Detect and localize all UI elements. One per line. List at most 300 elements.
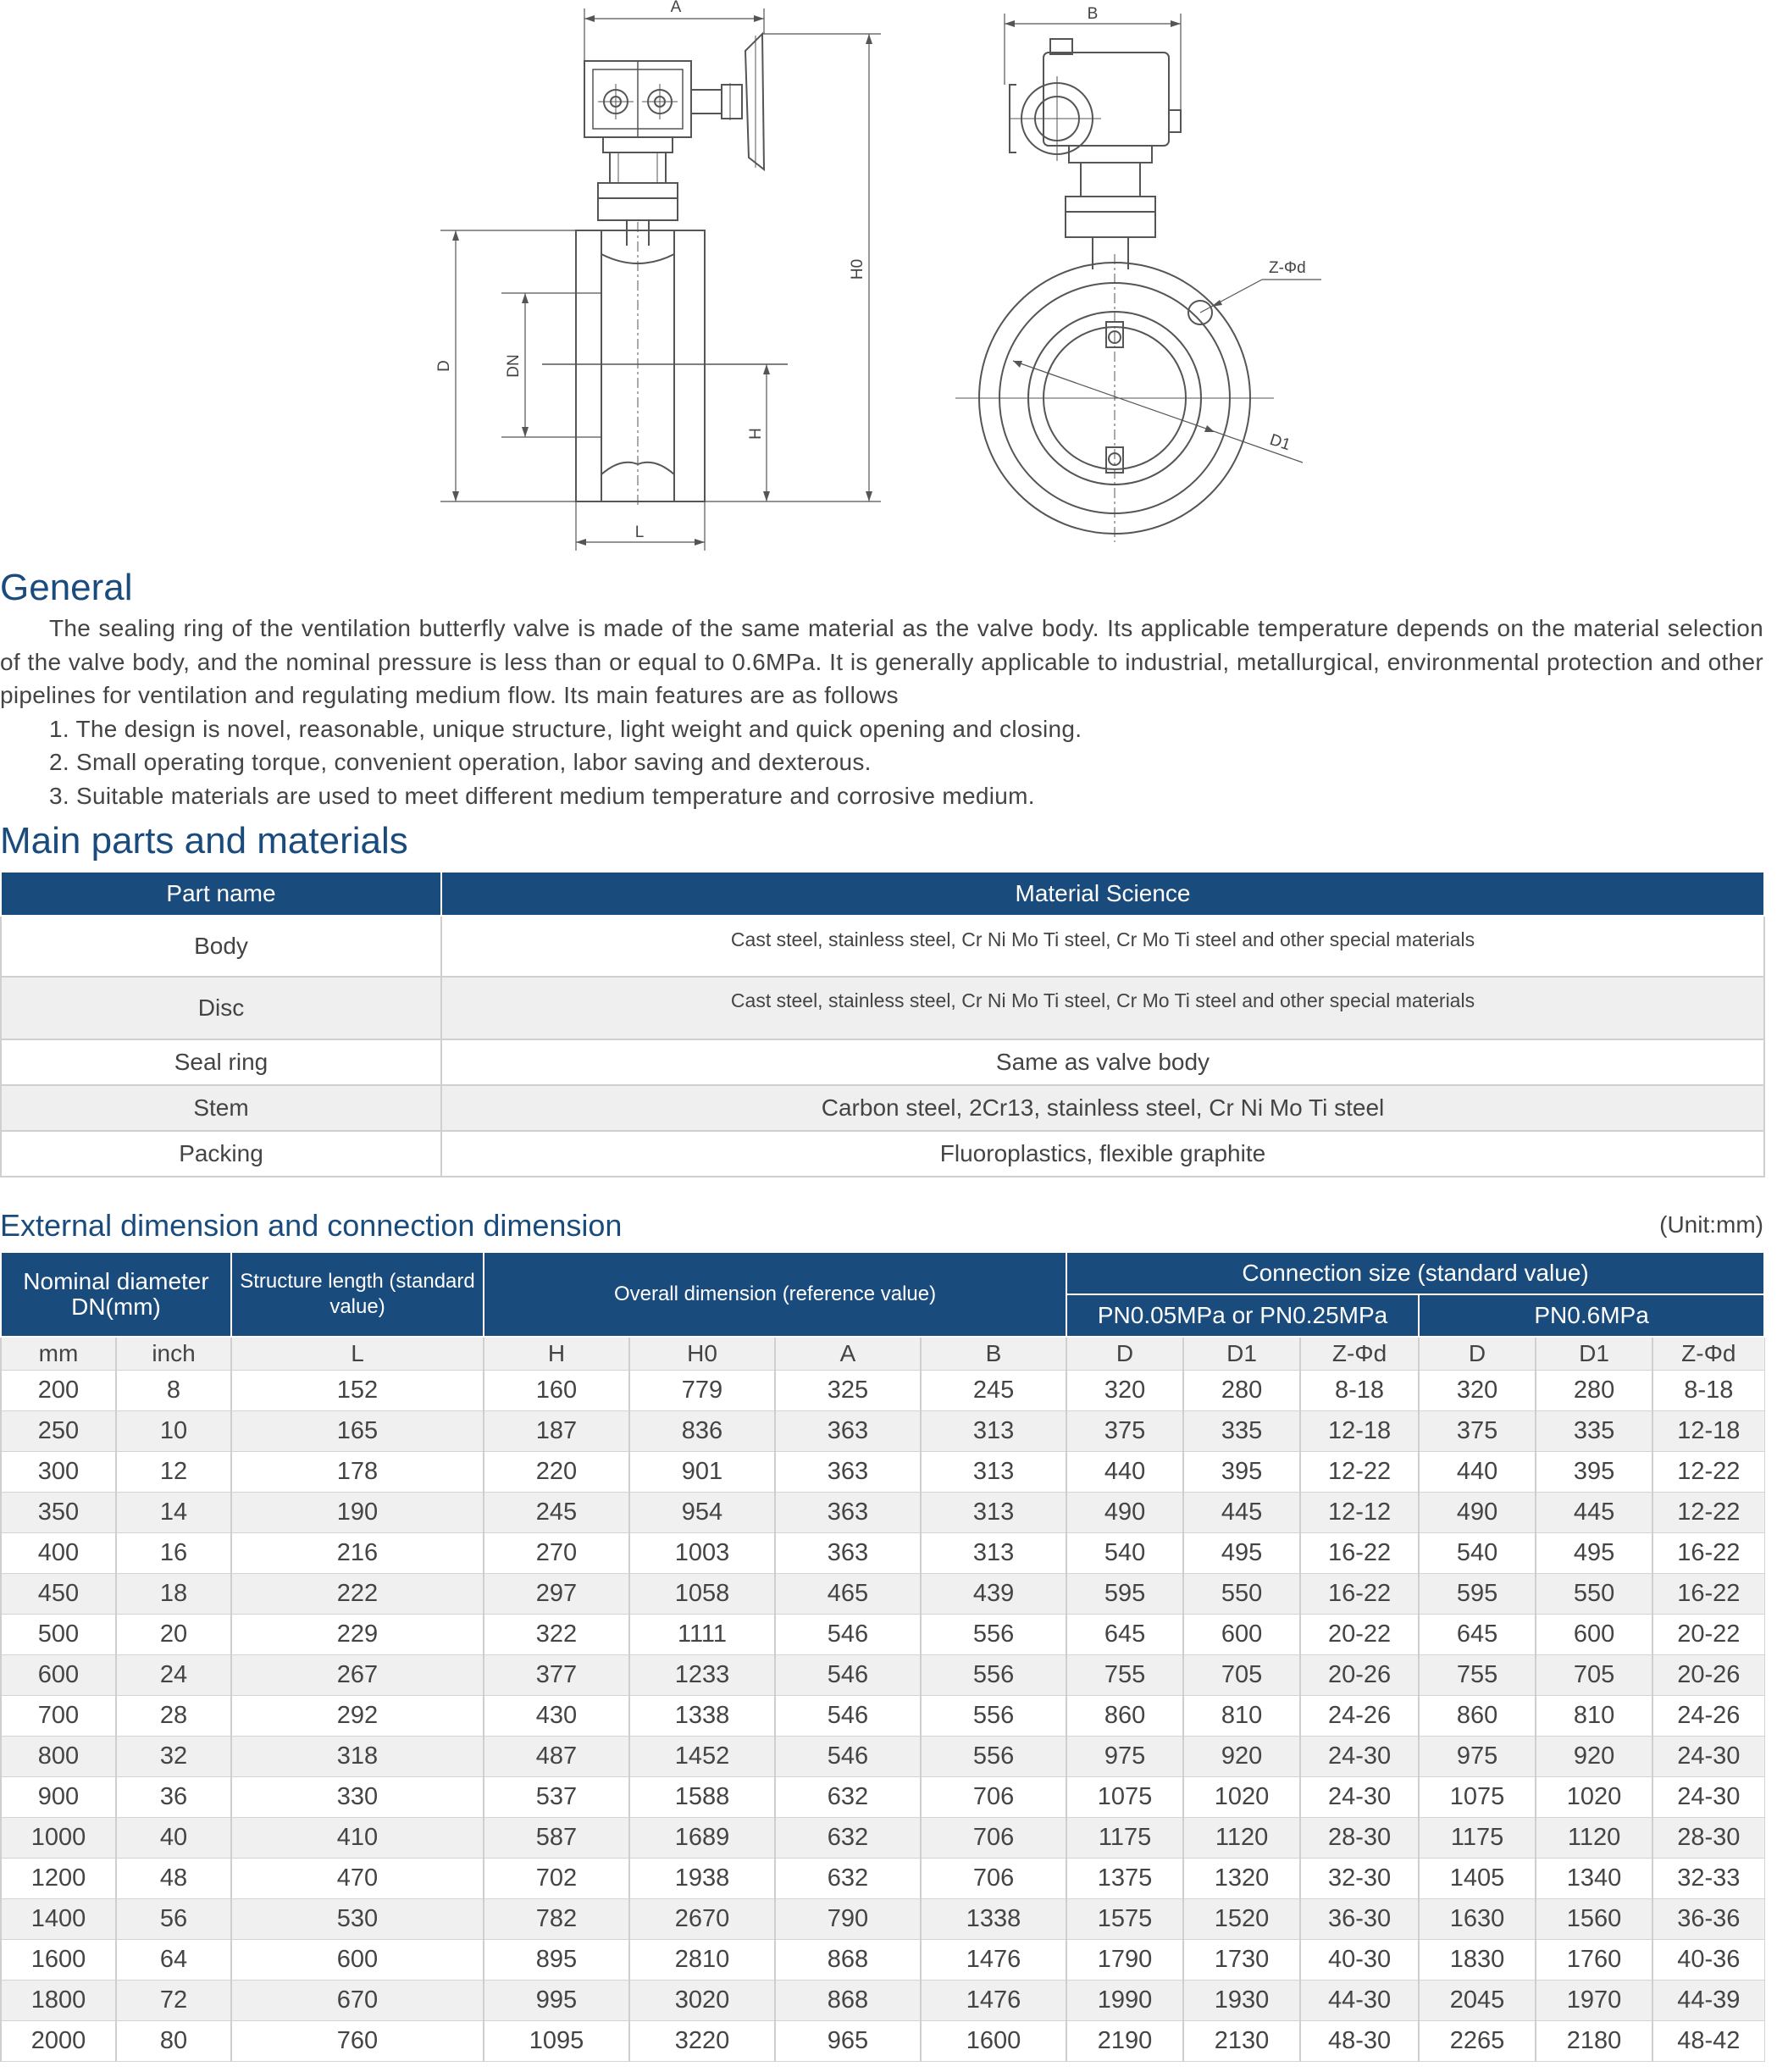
cell-mm: 200 — [1, 1371, 116, 1411]
cell-h: 430 — [484, 1696, 629, 1737]
cell-d: 755 — [1066, 1655, 1183, 1696]
subheader-d: D — [1066, 1337, 1183, 1371]
cell-h0: 1452 — [629, 1737, 775, 1777]
cell-a: 325 — [775, 1371, 921, 1411]
cell-z-phi-d: 48-30 — [1300, 2021, 1419, 2062]
cell-d1: 495 — [1183, 1533, 1300, 1574]
table-row — [1, 1039, 1764, 1085]
front-view-arrows — [1005, 20, 1222, 432]
cell-h0: 1689 — [629, 1818, 775, 1859]
cell-mm: 700 — [1, 1696, 116, 1737]
cell-l: 292 — [231, 1696, 484, 1737]
feature-item: 2. Small operating torque, convenient operation, labor saving and dexterous. — [49, 749, 872, 775]
cell-a: 632 — [775, 1777, 921, 1818]
cell-d1-pn06: 1340 — [1536, 1859, 1652, 1899]
table-row — [1, 1371, 1764, 1411]
cell-h0: 1111 — [629, 1615, 775, 1655]
subheader-row — [1, 1337, 1764, 1371]
cell-l: 165 — [231, 1411, 484, 1452]
cell-a: 965 — [775, 2021, 921, 2062]
cell-mm: 450 — [1, 1574, 116, 1615]
cell-d-pn06: 440 — [1419, 1452, 1536, 1493]
cell-a: 868 — [775, 1981, 921, 2021]
cell-b: 706 — [921, 1818, 1066, 1859]
dimensions-heading: External dimension and connection dimension — [0, 1208, 623, 1243]
cell-b: 556 — [921, 1655, 1066, 1696]
cell-z-phi-d-pn06: 24-26 — [1652, 1696, 1764, 1737]
cell-z-phi-d-pn06: 8-18 — [1652, 1371, 1764, 1411]
cell-l: 318 — [231, 1737, 484, 1777]
subheader-h0: H0 — [629, 1337, 775, 1371]
part-name-cell: Packing — [1, 1131, 441, 1177]
cell-l: 760 — [231, 2021, 484, 2062]
cell-a: 363 — [775, 1533, 921, 1574]
cell-z-phi-d: 16-22 — [1300, 1574, 1419, 1615]
material-cell: Fluoroplastics, flexible graphite — [441, 1131, 1764, 1177]
cell-h: 587 — [484, 1818, 629, 1859]
table-row — [1, 1493, 1764, 1533]
cell-h: 895 — [484, 1940, 629, 1981]
table-row — [1, 1411, 1764, 1452]
cell-h0: 3020 — [629, 1981, 775, 2021]
cell-b: 556 — [921, 1696, 1066, 1737]
valve-drawings — [0, 0, 1777, 563]
table-row — [1, 1452, 1764, 1493]
cell-mm: 2000 — [1, 2021, 116, 2062]
cell-inch: 12 — [116, 1452, 231, 1493]
cell-inch: 72 — [116, 1981, 231, 2021]
table-row — [1, 1574, 1764, 1615]
dim-label-h0: H0 — [849, 258, 866, 280]
cell-d: 2190 — [1066, 2021, 1183, 2062]
cell-d: 1075 — [1066, 1777, 1183, 1818]
cell-mm: 1400 — [1, 1899, 116, 1940]
cell-h0: 2810 — [629, 1940, 775, 1981]
dim-label-b: B — [1087, 5, 1099, 23]
material-cell: Cast steel, stainless steel, Cr Ni Mo Ti steel, Cr Mo Ti steel and other special materials — [441, 916, 1764, 977]
cell-z-phi-d: 12-18 — [1300, 1411, 1419, 1452]
cell-a: 363 — [775, 1493, 921, 1533]
cell-d-pn06: 860 — [1419, 1696, 1536, 1737]
cell-z-phi-d: 44-30 — [1300, 1981, 1419, 2021]
cell-d-pn06: 1830 — [1419, 1940, 1536, 1981]
cell-b: 706 — [921, 1859, 1066, 1899]
cell-z-phi-d: 16-22 — [1300, 1533, 1419, 1574]
table-row — [1, 1940, 1764, 1981]
cell-b: 556 — [921, 1615, 1066, 1655]
cell-d-pn06: 1075 — [1419, 1777, 1536, 1818]
cell-l: 190 — [231, 1493, 484, 1533]
cell-mm: 900 — [1, 1777, 116, 1818]
cell-h: 1095 — [484, 2021, 629, 2062]
cell-mm: 600 — [1, 1655, 116, 1696]
subheader-mm: mm — [1, 1337, 116, 1371]
part-name-cell: Seal ring — [1, 1039, 441, 1085]
cell-d1: 445 — [1183, 1493, 1300, 1533]
cell-mm: 500 — [1, 1615, 116, 1655]
cell-h0: 1058 — [629, 1574, 775, 1615]
cell-h: 377 — [484, 1655, 629, 1696]
cell-d1: 395 — [1183, 1452, 1300, 1493]
cell-d: 975 — [1066, 1737, 1183, 1777]
table-row — [1, 1085, 1764, 1131]
cell-inch: 64 — [116, 1940, 231, 1981]
parts-heading: Main parts and materials — [0, 820, 408, 861]
cell-d-pn06: 1405 — [1419, 1859, 1536, 1899]
cell-b: 313 — [921, 1533, 1066, 1574]
cell-a: 363 — [775, 1411, 921, 1452]
cell-d1-pn06: 1760 — [1536, 1940, 1652, 1981]
cell-d: 440 — [1066, 1452, 1183, 1493]
cell-inch: 32 — [116, 1737, 231, 1777]
table-row — [1, 1981, 1764, 2021]
cell-h0: 1588 — [629, 1777, 775, 1818]
cell-d1: 600 — [1183, 1615, 1300, 1655]
cell-b: 245 — [921, 1371, 1066, 1411]
cell-z-phi-d-pn06: 44-39 — [1652, 1981, 1764, 2021]
header-connection-size: Connection size (standard value) — [1066, 1252, 1764, 1294]
cell-h0: 836 — [629, 1411, 775, 1452]
cell-d1-pn06: 1120 — [1536, 1818, 1652, 1859]
cell-h: 995 — [484, 1981, 629, 2021]
material-cell: Carbon steel, 2Cr13, stainless steel, Cr Ni Mo Ti steel — [441, 1085, 1764, 1131]
material-cell: Cast steel, stainless steel, Cr Ni Mo Ti steel, Cr Mo Ti steel and other special materials — [441, 977, 1764, 1039]
column-header-material: Material Science — [441, 872, 1764, 916]
cell-d1: 1930 — [1183, 1981, 1300, 2021]
cell-d: 320 — [1066, 1371, 1183, 1411]
cell-d-pn06: 1630 — [1419, 1899, 1536, 1940]
cell-d: 490 — [1066, 1493, 1183, 1533]
cell-inch: 56 — [116, 1899, 231, 1940]
feature-list — [0, 712, 1763, 813]
header-pn-low: PN0.05MPa or PN0.25MPa — [1066, 1294, 1419, 1337]
cell-d1: 1730 — [1183, 1940, 1300, 1981]
cell-h0: 1003 — [629, 1533, 775, 1574]
subheader-inch: inch — [116, 1337, 231, 1371]
cell-d1-pn06: 445 — [1536, 1493, 1652, 1533]
cell-a: 546 — [775, 1615, 921, 1655]
cell-inch: 20 — [116, 1615, 231, 1655]
cell-b: 313 — [921, 1493, 1066, 1533]
table-row — [1, 1533, 1764, 1574]
header-overall-dimension: Overall dimension (reference value) — [484, 1252, 1066, 1337]
cell-z-phi-d-pn06: 36-36 — [1652, 1899, 1764, 1940]
cell-z-phi-d: 28-30 — [1300, 1818, 1419, 1859]
cell-d1-pn06: 1970 — [1536, 1981, 1652, 2021]
table-row — [1, 1131, 1764, 1177]
cell-l: 670 — [231, 1981, 484, 2021]
table-row — [1, 1859, 1764, 1899]
cell-inch: 16 — [116, 1533, 231, 1574]
cell-h: 487 — [484, 1737, 629, 1777]
cell-z-phi-d: 24-30 — [1300, 1737, 1419, 1777]
subheader-d-pn06: D — [1419, 1337, 1536, 1371]
cell-a: 546 — [775, 1696, 921, 1737]
cell-inch: 28 — [116, 1696, 231, 1737]
cell-a: 632 — [775, 1818, 921, 1859]
cell-d1-pn06: 600 — [1536, 1615, 1652, 1655]
cell-d-pn06: 540 — [1419, 1533, 1536, 1574]
dim-label-a: A — [670, 0, 682, 16]
cell-d1: 1320 — [1183, 1859, 1300, 1899]
cell-h: 160 — [484, 1371, 629, 1411]
cell-b: 313 — [921, 1452, 1066, 1493]
cell-h: 245 — [484, 1493, 629, 1533]
cell-h0: 901 — [629, 1452, 775, 1493]
cell-mm: 350 — [1, 1493, 116, 1533]
cell-l: 530 — [231, 1899, 484, 1940]
cell-d: 1175 — [1066, 1818, 1183, 1859]
cell-h0: 779 — [629, 1371, 775, 1411]
dim-label-d: D — [435, 360, 453, 372]
subheader-h: H — [484, 1337, 629, 1371]
front-view-drawing — [955, 39, 1274, 542]
dim-label-z-phi-d: Z-Φd — [1269, 259, 1306, 277]
material-cell: Same as valve body — [441, 1039, 1764, 1085]
cell-d1: 550 — [1183, 1574, 1300, 1615]
column-header-part-name: Part name — [1, 872, 441, 916]
cell-z-phi-d: 40-30 — [1300, 1940, 1419, 1981]
table-row — [1, 1777, 1764, 1818]
cell-z-phi-d: 12-12 — [1300, 1493, 1419, 1533]
cell-l: 216 — [231, 1533, 484, 1574]
cell-z-phi-d-pn06: 12-22 — [1652, 1493, 1764, 1533]
cell-d1: 1020 — [1183, 1777, 1300, 1818]
cell-inch: 36 — [116, 1777, 231, 1818]
cell-d-pn06: 645 — [1419, 1615, 1536, 1655]
cell-d-pn06: 2265 — [1419, 2021, 1536, 2062]
cell-d1: 1520 — [1183, 1899, 1300, 1940]
cell-d-pn06: 975 — [1419, 1737, 1536, 1777]
cell-inch: 40 — [116, 1818, 231, 1859]
general-description — [0, 612, 1763, 812]
cell-h: 702 — [484, 1859, 629, 1899]
cell-l: 222 — [231, 1574, 484, 1615]
feature-item: 1. The design is novel, reasonable, unique structure, light weight and quick opening and closing. — [49, 715, 1082, 742]
cell-a: 465 — [775, 1574, 921, 1615]
cell-h0: 1938 — [629, 1859, 775, 1899]
unit-label: (Unit:mm) — [1659, 1211, 1763, 1238]
cell-z-phi-d-pn06: 12-18 — [1652, 1411, 1764, 1452]
header-nominal-diameter: Nominal diameter DN(mm) — [1, 1252, 231, 1337]
cell-d1-pn06: 395 — [1536, 1452, 1652, 1493]
cell-h0: 1338 — [629, 1696, 775, 1737]
cell-h0: 1233 — [629, 1655, 775, 1696]
cell-h0: 3220 — [629, 2021, 775, 2062]
cell-z-phi-d: 24-30 — [1300, 1777, 1419, 1818]
cell-b: 556 — [921, 1737, 1066, 1777]
cell-d1: 920 — [1183, 1737, 1300, 1777]
cell-d-pn06: 2045 — [1419, 1981, 1536, 2021]
cell-inch: 24 — [116, 1655, 231, 1696]
cell-a: 632 — [775, 1859, 921, 1899]
cell-h: 270 — [484, 1533, 629, 1574]
cell-l: 152 — [231, 1371, 484, 1411]
cell-z-phi-d-pn06: 32-33 — [1652, 1859, 1764, 1899]
cell-d-pn06: 490 — [1419, 1493, 1536, 1533]
cell-z-phi-d: 8-18 — [1300, 1371, 1419, 1411]
cell-z-phi-d-pn06: 12-22 — [1652, 1452, 1764, 1493]
cell-z-phi-d-pn06: 40-36 — [1652, 1940, 1764, 1981]
cell-d1-pn06: 495 — [1536, 1533, 1652, 1574]
cell-l: 330 — [231, 1777, 484, 1818]
cell-d1: 335 — [1183, 1411, 1300, 1452]
cell-b: 1476 — [921, 1940, 1066, 1981]
cell-b: 1338 — [921, 1899, 1066, 1940]
dimensions-table — [0, 1251, 1765, 2062]
subheader-z-phi-d-pn06: Z-Φd — [1652, 1337, 1764, 1371]
cell-b: 1476 — [921, 1981, 1066, 2021]
cell-d1-pn06: 920 — [1536, 1737, 1652, 1777]
cell-a: 546 — [775, 1655, 921, 1696]
dim-label-d1: D1 — [1267, 430, 1293, 455]
cell-a: 363 — [775, 1452, 921, 1493]
cell-d: 540 — [1066, 1533, 1183, 1574]
cell-d: 375 — [1066, 1411, 1183, 1452]
subheader-a: A — [775, 1337, 921, 1371]
table-row — [1, 1655, 1764, 1696]
table-row — [1, 1615, 1764, 1655]
cell-h: 187 — [484, 1411, 629, 1452]
cell-inch: 18 — [116, 1574, 231, 1615]
cell-inch: 48 — [116, 1859, 231, 1899]
part-name-cell: Stem — [1, 1085, 441, 1131]
parts-materials-table — [0, 871, 1765, 1177]
cell-z-phi-d-pn06: 20-26 — [1652, 1655, 1764, 1696]
cell-d-pn06: 595 — [1419, 1574, 1536, 1615]
cell-mm: 1200 — [1, 1859, 116, 1899]
cell-d-pn06: 755 — [1419, 1655, 1536, 1696]
cell-mm: 300 — [1, 1452, 116, 1493]
cell-z-phi-d-pn06: 16-22 — [1652, 1574, 1764, 1615]
cell-h: 537 — [484, 1777, 629, 1818]
cell-h: 220 — [484, 1452, 629, 1493]
cell-l: 178 — [231, 1452, 484, 1493]
general-heading: General — [0, 567, 133, 608]
cell-z-phi-d: 20-22 — [1300, 1615, 1419, 1655]
cell-d1-pn06: 1560 — [1536, 1899, 1652, 1940]
cell-mm: 1600 — [1, 1940, 116, 1981]
cell-d-pn06: 1175 — [1419, 1818, 1536, 1859]
table-row — [1, 977, 1764, 1039]
table-row — [1, 1899, 1764, 1940]
cell-h0: 954 — [629, 1493, 775, 1533]
cell-d: 1375 — [1066, 1859, 1183, 1899]
subheader-d1-pn06: D1 — [1536, 1337, 1652, 1371]
cell-mm: 250 — [1, 1411, 116, 1452]
cell-b: 313 — [921, 1411, 1066, 1452]
cell-d1: 810 — [1183, 1696, 1300, 1737]
cell-z-phi-d-pn06: 24-30 — [1652, 1737, 1764, 1777]
front-view-dimensions — [1005, 14, 1321, 463]
cell-d1-pn06: 550 — [1536, 1574, 1652, 1615]
cell-z-phi-d-pn06: 20-22 — [1652, 1615, 1764, 1655]
cell-d1: 1120 — [1183, 1818, 1300, 1859]
dim-label-h: H — [747, 428, 765, 440]
cell-l: 410 — [231, 1818, 484, 1859]
table-row — [1, 1696, 1764, 1737]
cell-d1: 705 — [1183, 1655, 1300, 1696]
cell-d1-pn06: 1020 — [1536, 1777, 1652, 1818]
cell-z-phi-d: 36-30 — [1300, 1899, 1419, 1940]
cell-inch: 8 — [116, 1371, 231, 1411]
cell-inch: 10 — [116, 1411, 231, 1452]
cell-mm: 1000 — [1, 1818, 116, 1859]
cell-l: 229 — [231, 1615, 484, 1655]
subheader-z-phi-d: Z-Φd — [1300, 1337, 1419, 1371]
dimensions-body — [1, 1337, 1764, 2062]
cell-b: 439 — [921, 1574, 1066, 1615]
cell-z-phi-d: 12-22 — [1300, 1452, 1419, 1493]
subheader-d1: D1 — [1183, 1337, 1300, 1371]
cell-b: 706 — [921, 1777, 1066, 1818]
subheader-b: B — [921, 1337, 1066, 1371]
cell-z-phi-d: 32-30 — [1300, 1859, 1419, 1899]
cell-mm: 400 — [1, 1533, 116, 1574]
header-pn-high: PN0.6MPa — [1419, 1294, 1764, 1337]
cell-a: 790 — [775, 1899, 921, 1940]
header-structure-length: Structure length (standard value) — [231, 1252, 484, 1337]
cell-d1-pn06: 2180 — [1536, 2021, 1652, 2062]
cell-mm: 800 — [1, 1737, 116, 1777]
cell-l: 470 — [231, 1859, 484, 1899]
cell-z-phi-d-pn06: 48-42 — [1652, 2021, 1764, 2062]
cell-z-phi-d-pn06: 28-30 — [1652, 1818, 1764, 1859]
cell-d: 645 — [1066, 1615, 1183, 1655]
cell-d-pn06: 375 — [1419, 1411, 1536, 1452]
cell-z-phi-d-pn06: 24-30 — [1652, 1777, 1764, 1818]
cell-z-phi-d: 24-26 — [1300, 1696, 1419, 1737]
cell-d: 595 — [1066, 1574, 1183, 1615]
cell-h: 782 — [484, 1899, 629, 1940]
general-intro: The sealing ring of the ventilation butterfly valve is made of the same material as the valve body. Its applicable temperature depends on the material selection of the valve body, and the nominal pressure is less than or equal to 0.6MPa. It is generally applicable to industrial, metallurgical, environmental protection and other pipelines for ventilation and regulating medium flow. Its main features are as follows — [0, 615, 1763, 708]
cell-inch: 14 — [116, 1493, 231, 1533]
cell-mm: 1800 — [1, 1981, 116, 2021]
cell-d: 860 — [1066, 1696, 1183, 1737]
cell-a: 868 — [775, 1940, 921, 1981]
cell-h: 322 — [484, 1615, 629, 1655]
cell-h0: 2670 — [629, 1899, 775, 1940]
cell-h: 297 — [484, 1574, 629, 1615]
dim-label-l: L — [634, 524, 645, 541]
cell-d: 1990 — [1066, 1981, 1183, 2021]
dim-label-dn: DN — [505, 354, 523, 378]
cell-d1-pn06: 280 — [1536, 1371, 1652, 1411]
part-name-cell: Body — [1, 916, 441, 977]
feature-item: 3. Suitable materials are used to meet different medium temperature and corrosive medium. — [49, 782, 1035, 809]
cell-d1-pn06: 810 — [1536, 1696, 1652, 1737]
cell-d1-pn06: 705 — [1536, 1655, 1652, 1696]
cell-z-phi-d: 20-26 — [1300, 1655, 1419, 1696]
cell-d: 1790 — [1066, 1940, 1183, 1981]
table-row — [1, 2021, 1764, 2062]
cell-b: 1600 — [921, 2021, 1066, 2062]
cell-d-pn06: 320 — [1419, 1371, 1536, 1411]
cell-d1-pn06: 335 — [1536, 1411, 1652, 1452]
cell-z-phi-d-pn06: 16-22 — [1652, 1533, 1764, 1574]
cell-inch: 80 — [116, 2021, 231, 2062]
table-row — [1, 1818, 1764, 1859]
cell-l: 600 — [231, 1940, 484, 1981]
cell-d1: 280 — [1183, 1371, 1300, 1411]
table-row — [1, 916, 1764, 977]
part-name-cell: Disc — [1, 977, 441, 1039]
cell-a: 546 — [775, 1737, 921, 1777]
cell-d1: 2130 — [1183, 2021, 1300, 2062]
cell-d: 1575 — [1066, 1899, 1183, 1940]
subheader-l: L — [231, 1337, 484, 1371]
table-row — [1, 1737, 1764, 1777]
